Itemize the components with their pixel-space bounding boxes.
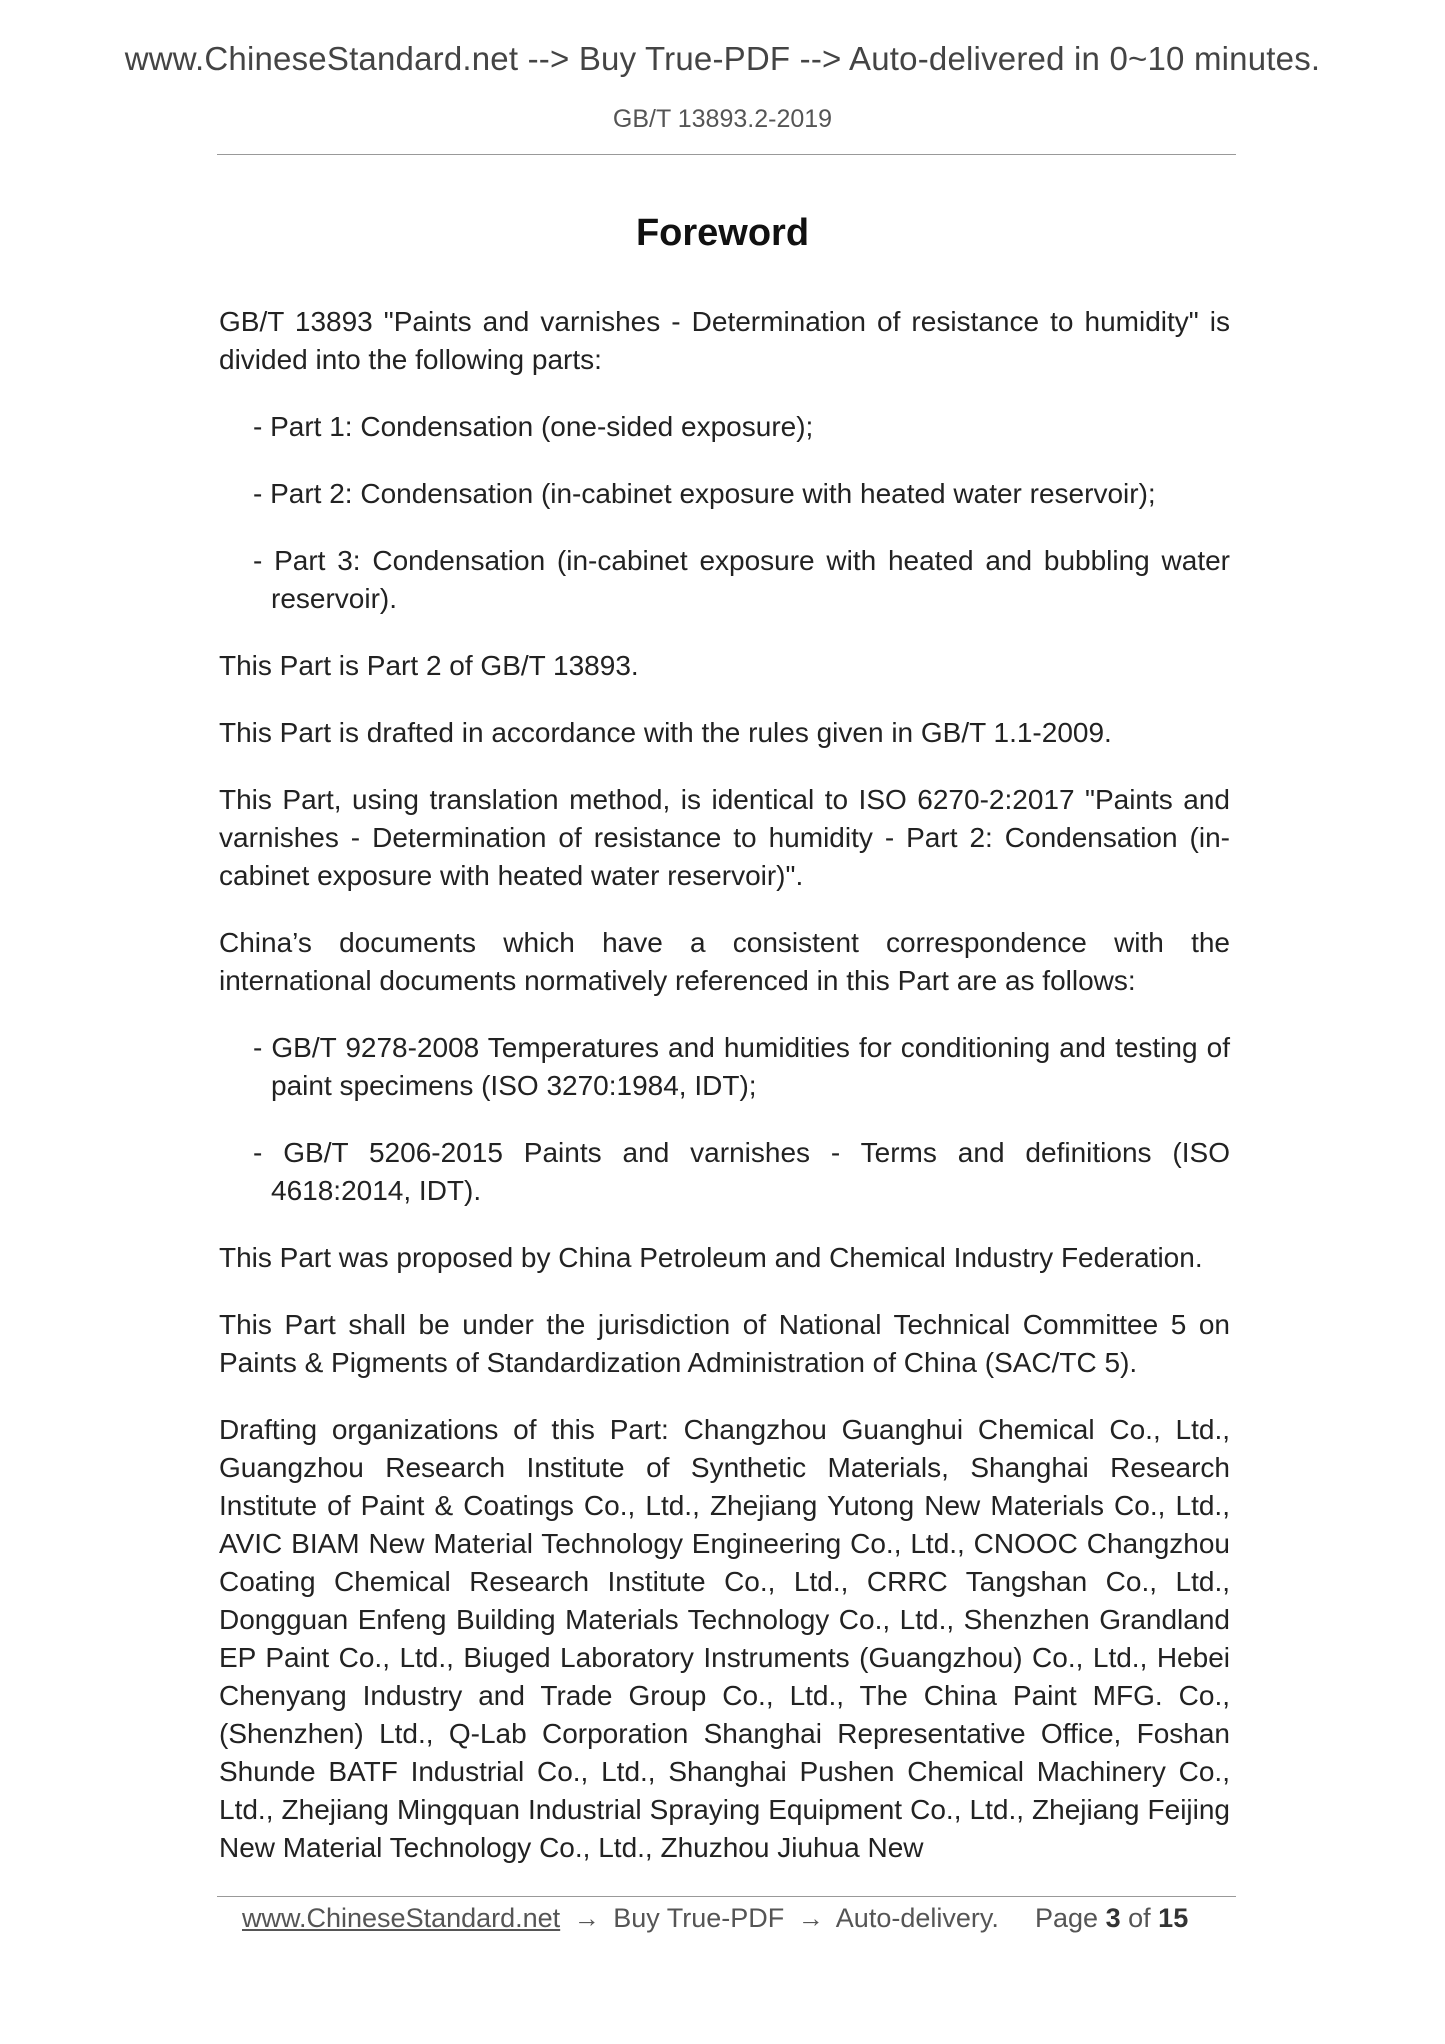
- footer: [242, 1903, 999, 1934]
- header-divider: [217, 154, 1236, 155]
- top-banner: www.ChineseStandard.net --> Buy True-PDF --> Auto-delivered in 0~10 minutes.: [124, 40, 1321, 77]
- footer-buy-text: Buy True-PDF: [613, 1903, 785, 1933]
- right-arrow-icon: →: [573, 1903, 600, 1933]
- list-item-part-2: - Part 2: Condensation (in-cabinet exposure with heated water reservoir);: [253, 478, 1156, 509]
- right-arrow-icon: →: [797, 1903, 824, 1933]
- paragraph-translation: This Part, using translation method, is identical to ISO 6270-2:2017 "Paints and varnishes - Determination of resistance to humidity - Part 2: Condensation (in-cabinet exposure with heated water reservoir)".: [219, 784, 1230, 891]
- list-item-reference-1: - GB/T 9278-2008 Temperatures and humidities for conditioning and testing of paint specimens (ISO 3270:1984, IDT);: [253, 1032, 1230, 1101]
- list-item-part-1: - Part 1: Condensation (one-sided exposure);: [253, 411, 814, 442]
- paragraph-drafting-rules: This Part is drafted in accordance with the rules given in GB/T 1.1-2009.: [219, 717, 1112, 748]
- page-total: 15: [1158, 1903, 1189, 1933]
- footer-divider: [217, 1896, 1236, 1897]
- page-current: 3: [1105, 1903, 1121, 1933]
- document-code: GB/T 13893.2-2019: [612, 105, 833, 133]
- footer-delivery-text: Auto-delivery.: [835, 1903, 999, 1933]
- page-indicator: [1035, 1903, 1188, 1934]
- document-body: [219, 303, 1230, 1867]
- list-item-part-3: - Part 3: Condensation (in-cabinet exposure with heated and bubbling water reservoir).: [253, 545, 1230, 614]
- paragraph-proposed-by: This Part was proposed by China Petroleum and Chemical Industry Federation.: [219, 1242, 1203, 1273]
- paragraph-part-statement: This Part is Part 2 of GB/T 13893.: [219, 650, 639, 681]
- paragraph-jurisdiction: This Part shall be under the jurisdiction of National Technical Committee 5 on Paints & Pigments of Standardization Administration of China (SAC/TC 5).: [219, 1309, 1230, 1378]
- paragraph-intro: GB/T 13893 "Paints and varnishes - Determination of resistance to humidity" is divided into the following parts:: [219, 306, 1230, 375]
- paragraph-correspondence: China’s documents which have a consistent correspondence with the international documents normatively referenced in this Part are as follows:: [219, 927, 1230, 996]
- page-title: Foreword: [635, 212, 810, 254]
- page-of-label: of: [1128, 1903, 1151, 1933]
- page-label: Page: [1035, 1903, 1099, 1933]
- footer-link[interactable]: www.ChineseStandard.net: [242, 1903, 561, 1933]
- paragraph-drafting-organizations: Drafting organizations of this Part: Changzhou Guanghui Chemical Co., Ltd., Guangzhou Research Institute of Synthetic Materials, Shanghai Research Institute of Paint & Coatings Co., Ltd., Zhejiang Yutong New Materials Co., Ltd., AVIC BIAM New Material Technology Engineering Co., Ltd., CNOOC Changzhou Coating Chemical Research Institute Co., Ltd., CRRC Tangshan Co., Ltd., Dongguan Enfeng Building Materials Technology Co., Ltd., Shenzhen Grandland EP Paint Co., Ltd., Biuged Laboratory Instruments (Guangzhou) Co., Ltd., Hebei Chenyang Industry and Trade Group Co., Ltd., The China Paint MFG. Co., (Shenzhen) Ltd., Q-Lab Corporation Shanghai Representative Office, Foshan Shunde BATF Industrial Co., Ltd., Shanghai Pushen Chemical Machinery Co., Ltd., Zhejiang Mingquan Industrial Spraying Equipment Co., Ltd., Zhejiang Feijing New Material Technology Co., Ltd., Zhuzhou Jiuhua New: [219, 1414, 1230, 1863]
- list-item-reference-2: - GB/T 5206-2015 Paints and varnishes - Terms and definitions (ISO 4618:2014, IDT).: [253, 1137, 1230, 1206]
